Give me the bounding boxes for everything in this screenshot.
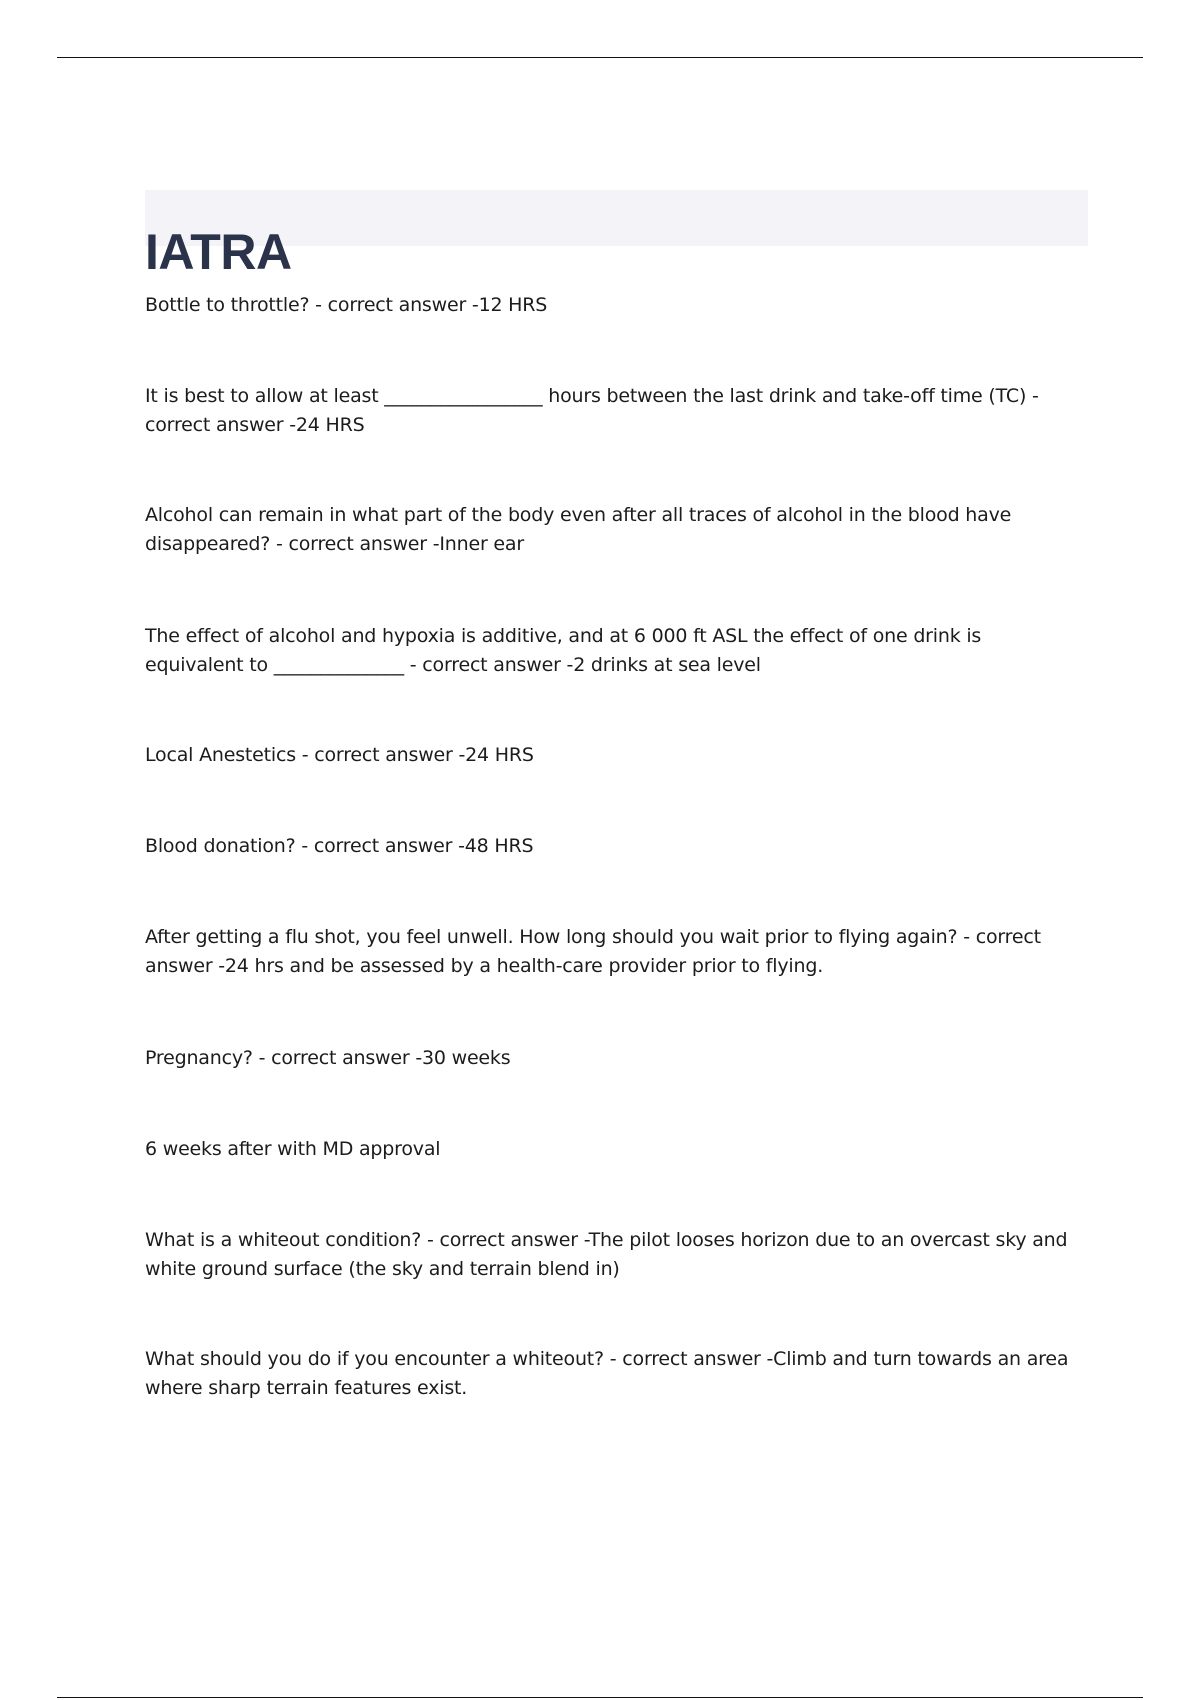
qa-entry-4: The effect of alcohol and hypoxia is additive, and at 6 000 ft ASL the effect of one drink is equivalent to ______________ - correct answer -2 drinks at sea level [145,625,982,676]
title-banner [145,190,1088,280]
qa-entry-6: Blood donation? - correct answer -48 HRS [145,835,534,857]
page-title: IATRA [145,223,292,280]
qa-entry-5: Local Anestetics - correct answer -24 HRS [145,744,534,766]
qa-entry-11: What should you do if you encounter a whiteout? - correct answer -Climb and turn towards an area where sharp terrain features exist. [145,1348,1069,1399]
top-divider [57,57,1143,58]
qa-entry-2: It is best to allow at least _________________ hours between the last drink and take-off time (TC) - correct answer -24 HRS [145,385,1039,436]
qa-entry-3: Alcohol can remain in what part of the body even after all traces of alcohol in the blood have disappeared? - correct answer -Inner ear [145,504,1012,555]
bottom-divider [57,1697,1143,1698]
qa-entry-10: What is a whiteout condition? - correct answer -The pilot looses horizon due to an overcast sky and white ground surface (the sky and terrain blend in) [145,1229,1068,1280]
qa-entry-8: Pregnancy? - correct answer -30 weeks [145,1047,511,1069]
qa-entry-7: After getting a flu shot, you feel unwell. How long should you wait prior to flying again? - correct answer -24 hrs and be assessed by a health-care provider prior to flying. [145,926,1041,977]
qa-entry-9: 6 weeks after with MD approval [145,1138,441,1160]
qa-entry-1: Bottle to throttle? - correct answer -12 HRS [145,294,548,316]
